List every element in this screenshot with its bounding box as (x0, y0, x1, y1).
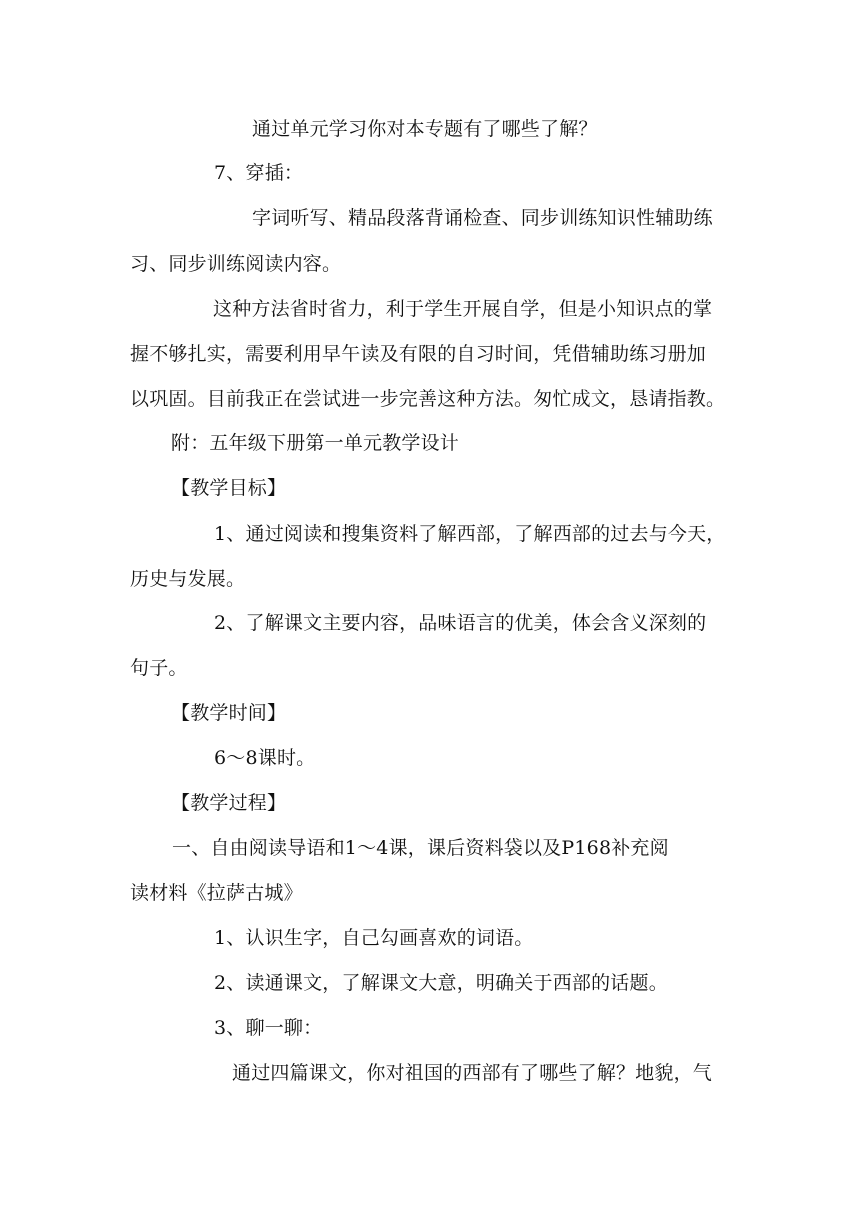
text-line: 2、了解课文主要内容，品味语言的优美，体会含义深刻的 (214, 612, 707, 634)
text-line: 通过单元学习你对本专题有了哪些了解？ (252, 118, 598, 140)
text-line: 习、同步训练阅读内容。 (130, 253, 342, 275)
section-heading: 【教学过程】 (171, 792, 287, 814)
text-line: 通过四篇课文，你对祖国的西部有了哪些了解？地貌，气 (232, 1062, 713, 1084)
text-line: 历史与发展。 (130, 568, 246, 590)
text-line: 6～8课时。 (214, 747, 316, 769)
text-line: 句子。 (130, 657, 188, 679)
text-line: 这种方法省时省力，利于学生开展自学，但是小知识点的掌 (213, 298, 713, 320)
text-line: 读材料《拉萨古城》 (130, 882, 303, 904)
text-line: 字词听写、精品段落背诵检查、同步训练知识性辅助练 (252, 207, 713, 229)
text-line: 一、自由阅读导语和1～4课，课后资料袋以及P168补充阅 (172, 837, 669, 859)
text-line: 7、穿插： (214, 162, 304, 184)
text-line: 1、认识生字，自己勾画喜欢的词语。 (214, 927, 534, 949)
text-line: 以巩固。目前我正在尝试进一步完善这种方法。匆忙成文，恳请指教。 (130, 388, 726, 410)
text-line: 3、聊一聊： (214, 1017, 323, 1039)
text-line: 附：五年级下册第一单元教学设计 (171, 432, 460, 454)
text-line: 2、读通课文，了解课文大意，明确关于西部的话题。 (214, 972, 668, 994)
section-heading: 【教学时间】 (171, 702, 287, 724)
section-heading: 【教学目标】 (171, 477, 287, 499)
text-line: 握不够扎实，需要利用早午读及有限的自习时间，凭借辅助练习册加 (130, 343, 707, 365)
text-line: 1、通过阅读和搜集资料了解西部，了解西部的过去与今天， (214, 523, 726, 545)
